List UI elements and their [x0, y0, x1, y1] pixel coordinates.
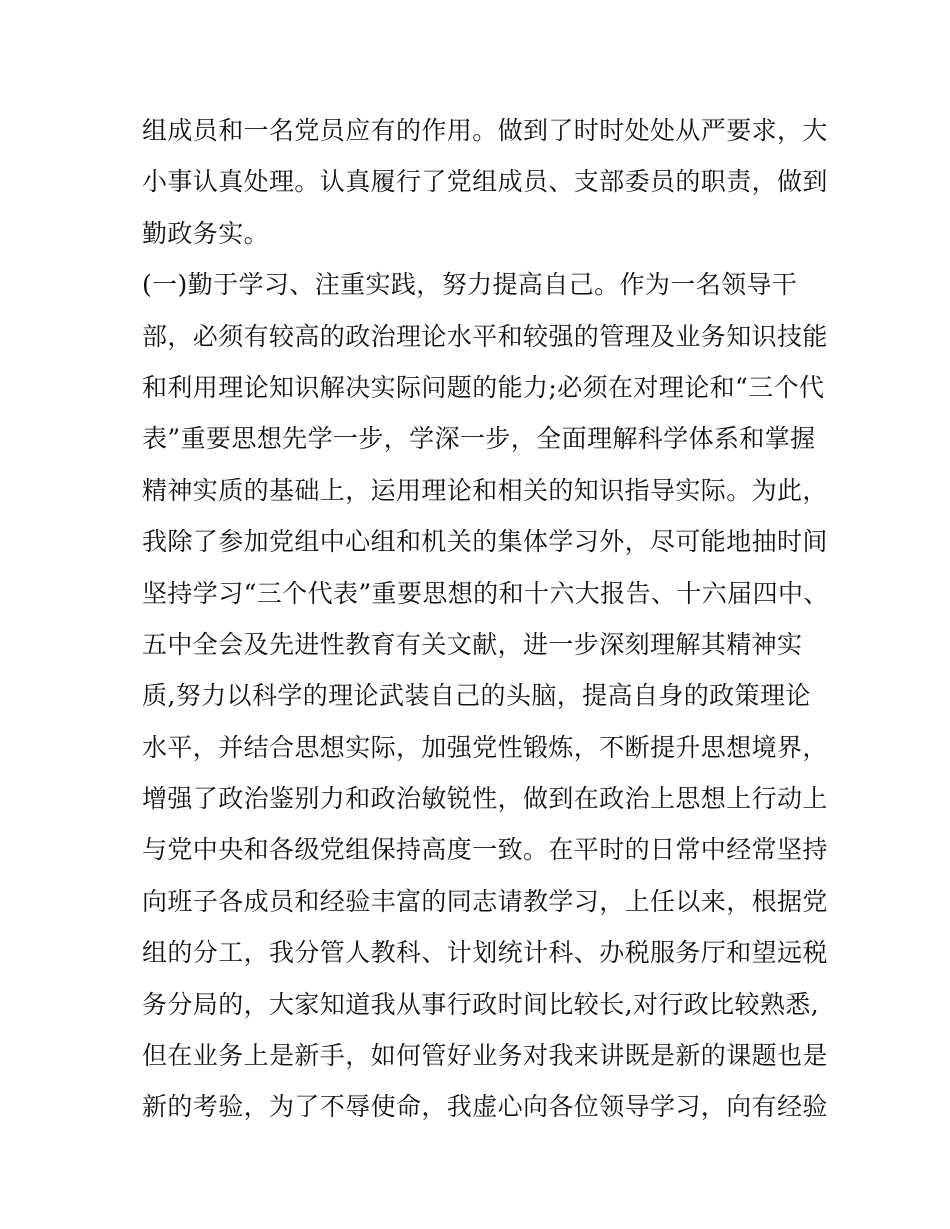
- text-line: 坚持学习“三个代表”重要思想的和十六大报告、十六届四中、: [142, 578, 829, 608]
- text-line: 务分局的，大家知道我从事行政时间比较长,对行政比较熟悉,: [142, 989, 820, 1019]
- text-line: 质,努力以科学的理论武装自己的头脑，提高自身的政策理论: [142, 681, 811, 711]
- text-line: 组成员和一名党员应有的作用。做到了时时处处从严要求，大: [142, 116, 828, 145]
- text-line: 精神实质的基础上，运用理论和相关的知识指导实际。为此，: [142, 475, 828, 505]
- text-line: 五中全会及先进性教育有关文献，进一步深刻理解其精神实: [142, 629, 803, 659]
- text-line: 向班子各成员和经验丰富的同志请教学习，上任以来，根据党: [142, 886, 828, 916]
- text-line: 和利用理论知识解决实际问题的能力;必须在对理论和“三个代: [142, 372, 825, 402]
- text-line: 部，必须有较高的政治理论水平和较强的管理及业务知识技能: [142, 321, 828, 351]
- text-line: 表”重要思想先学一步，学深一步，全面理解科学体系和掌握: [142, 424, 816, 454]
- text-line: (一)勤于学习、注重实践，努力提高自己。作为一名领导干: [142, 270, 798, 300]
- text-line: 勤政务实。: [142, 218, 270, 248]
- text-line: 小事认真处理。认真履行了党组成员、支部委员的职责，做到: [142, 167, 828, 197]
- text-line: 增强了政治鉴别力和政治敏锐性，做到在政治上思想上行动上: [142, 784, 828, 814]
- text-line: 与党中央和各级党组保持高度一致。在平时的日常中经常坚持: [142, 835, 828, 865]
- text-line: 组的分工，我分管人教科、计划统计科、办税服务厅和望远税: [142, 938, 828, 968]
- text-line: 我除了参加党组中心组和机关的集体学习外，尽可能地抽时间: [142, 527, 828, 557]
- text-line: 水平，并结合思想实际，加强党性锻炼，不断提升思想境界，: [142, 732, 828, 762]
- text-line: 但在业务上是新手，如何管好业务对我来讲既是新的课题也是: [142, 1041, 828, 1071]
- text-line: 新的考验，为了不辱使命，我虚心向各位领导学习，向有经验: [142, 1092, 828, 1122]
- body-text: [142, 110, 829, 1138]
